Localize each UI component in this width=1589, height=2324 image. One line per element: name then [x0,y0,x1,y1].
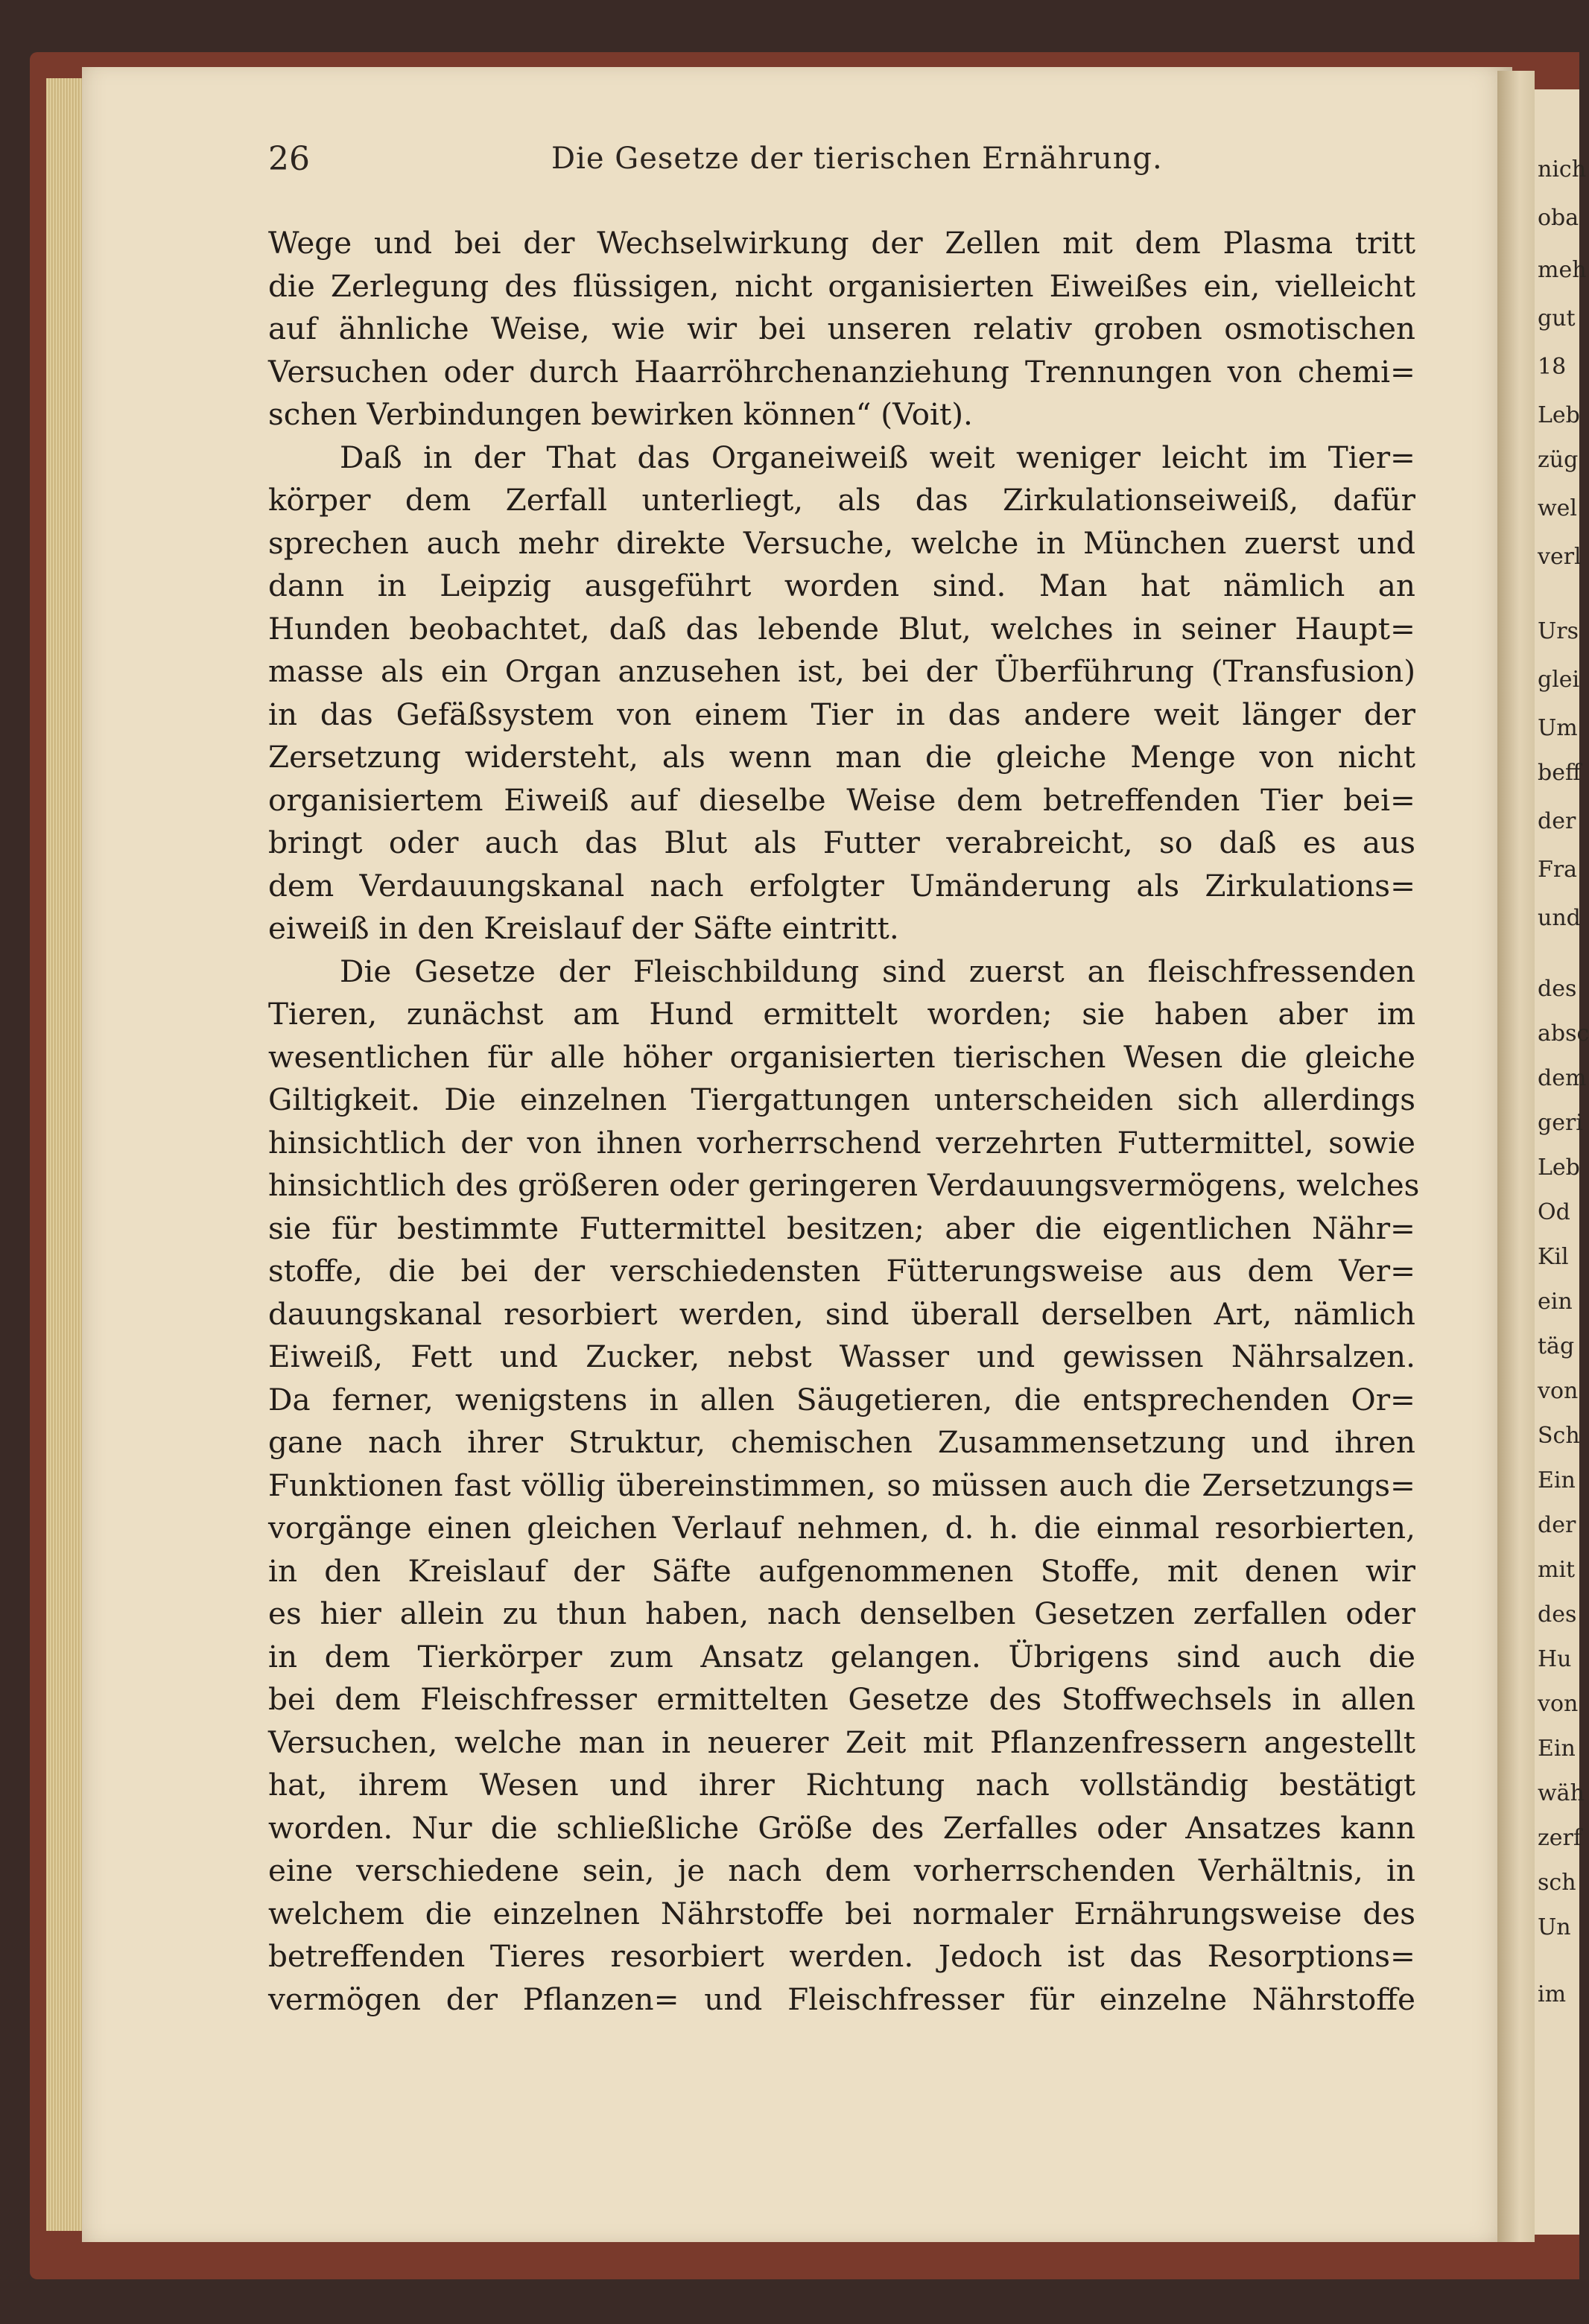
facing-page-word: Un [1538,1914,1571,1940]
page-header [268,140,1430,192]
text-line: in das Gefäßsystem von einem Tier in das andere weit länger der [268,696,1415,732]
text-line: es hier allein zu thun haben, nach denselben Gesetzen zerfallen oder [268,1596,1415,1631]
facing-page-word: von [1538,1691,1579,1717]
text-line: Funktionen fast völlig übereinstimmen, so müssen auch die Zersetzungs= [268,1467,1415,1503]
text-line: Eiweiß, Fett und Zucker, nebst Wasser und gewissen Nährsalzen. [268,1339,1415,1374]
text-line: Hunden beobachtet, daß das lebende Blut, welches in seiner Haupt= [268,610,1415,647]
text-line: hinsichtlich der von ihnen vorherrschend verzehrten Futtermittel, sowie [268,1124,1415,1161]
text-line: dann in Leipzig ausgeführt worden sind. Man hat nämlich an [268,568,1415,603]
text-line: gane nach ihrer Struktur, chemischen Zusammensetzung und ihren [268,1424,1415,1460]
text-line: körper dem Zerfall unterliegt, als das Zirkulationseiweiß, dafür [268,482,1415,518]
text-line: vorgänge einen gleichen Verlauf nehmen, d. h. die einmal resorbierten, [268,1510,1415,1546]
facing-page-word: oba [1538,205,1579,231]
facing-page-word: der [1538,808,1576,834]
text-line: auf ähnliche Weise, wie wir bei unseren relativ groben osmotischen [268,311,1415,346]
facing-page-word: Sch [1538,1423,1580,1449]
facing-page-word: geri [1538,1110,1583,1136]
text-line: masse als ein Organ anzusehen ist, bei der Überführung (Transfusion) [268,653,1415,689]
text-line: in dem Tierkörper zum Ansatz gelangen. Übrigens sind auch die [268,1638,1415,1674]
facing-page-word: Leb [1538,402,1580,428]
text-line: eiweiß in den Kreislauf der Säfte eintritt. [268,910,899,946]
text-line: Die Gesetze der Fleischbildung sind zuerst an fleischfressenden [340,953,1415,989]
facing-page-word: von [1538,1378,1579,1404]
facing-page-word: im [1538,1981,1567,2007]
book-gutter [1497,71,1535,2242]
text-line: sie für bestimmte Futtermittel besitzen; aber die eigentlichen Nähr= [268,1210,1415,1246]
facing-page-word: Ein [1538,1736,1576,1762]
page-number: 26 [268,140,310,178]
facing-page-word: Urs [1538,618,1579,644]
text-line: Daß in der That das Organeiweiß weit weniger leicht im Tier= [340,439,1415,475]
facing-page-word: gut [1538,305,1576,331]
text-line: hat, ihrem Wesen und ihrer Richtung nach vollständig bestätigt [268,1767,1415,1803]
text-line: bringt oder auch das Blut als Futter verabreicht, so daß es aus [268,825,1415,860]
facing-page-word: zerf [1538,1825,1582,1851]
facing-page-word: dem [1538,1065,1587,1091]
facing-page-word: Um [1538,715,1578,741]
text-line: in den Kreislauf der Säfte aufgenommenen Stoffe, mit denen wir [268,1552,1415,1589]
facing-page-word: wäh [1538,1780,1585,1806]
text-line: eine verschiedene sein, je nach dem vorherrschenden Verhältnis, in [268,1852,1415,1888]
text-line: vermögen der Pflanzen= und Fleischfresser für einzelne Nährstoffe [268,1981,1415,2017]
facing-page-word: mit [1538,1557,1576,1583]
text-line: Tieren, zunächst am Hund ermittelt worden; sie haben aber im [268,996,1415,1032]
facing-page-word: wel [1538,495,1578,521]
facing-page-word: beff [1538,760,1582,786]
facing-page-word: sch [1538,1870,1576,1896]
facing-page-word: verl [1538,544,1582,570]
text-line: Zersetzung widersteht, als wenn man die gleiche Menge von nicht [268,739,1415,775]
text-line: welchem die einzelnen Nährstoffe bei normaler Ernährungsweise des [268,1895,1415,1931]
text-line: worden. Nur die schließliche Größe des Zerfalles oder Ansatzes kann [268,1809,1415,1846]
text-line: wesentlichen für alle höher organisierten tierischen Wesen die gleiche [268,1038,1415,1075]
facing-page-word: Leb [1538,1155,1580,1181]
text-line: Da ferner, wenigstens in allen Säugetieren, die entsprechenden Or= [268,1381,1415,1417]
facing-page-word: glei [1538,667,1580,693]
body-text [268,222,1420,2021]
text-line: die Zerlegung des flüssigen, nicht organisierten Eiweißes ein, vielleicht [268,267,1415,304]
facing-page-word: Hu [1538,1646,1572,1672]
text-line: hinsichtlich des größeren oder geringeren Verdauungsvermögens, welches [268,1167,1420,1203]
facing-page-edge [1535,89,1589,2235]
facing-page-word: und [1538,905,1581,931]
text-line: Wege und bei der Wechselwirkung der Zellen mit dem Plasma tritt [268,225,1415,261]
text-line: sprechen auch mehr direkte Versuche, welche in München zuerst und [268,524,1415,561]
text-line: dem Verdauungskanal nach erfolgter Umänderung als Zirkulations= [268,867,1415,904]
text-line: bei dem Fleischfresser ermittelten Gesetze des Stoffwechsels in allen [268,1681,1415,1717]
facing-page-word: ein [1538,1289,1573,1315]
text-line: Versuchen oder durch Haarröhrchenanziehung Trennungen von chemi= [268,353,1415,390]
facing-page-word: des [1538,976,1577,1002]
text-line: Giltigkeit. Die einzelnen Tiergattungen unterscheiden sich allerdings [268,1082,1415,1117]
text-line: schen Verbindungen bewirken können“ (Voit). [268,396,973,432]
facing-page-word: Od [1538,1199,1570,1225]
facing-page-word: täg [1538,1333,1575,1359]
facing-page-word: meh [1538,257,1587,283]
text-line: stoffe, die bei der verschiedensten Fütterungsweise aus dem Ver= [268,1253,1415,1289]
facing-page-word: Fra [1538,857,1578,883]
facing-page-word: Ein [1538,1467,1576,1493]
text-line: dauungskanal resorbiert werden, sind überall derselben Art, nämlich [268,1295,1415,1332]
text-line: Versuchen, welche man in neuerer Zeit mit Pflanzenfressern angestellt [268,1724,1415,1760]
running-title: Die Gesetze der tierischen Ernährung. [551,142,1163,176]
text-line: betreffenden Tieres resorbiert werden. Jedoch ist das Resorptions= [268,1938,1415,1974]
text-line: organisiertem Eiweiß auf dieselbe Weise dem betreffenden Tier bei= [268,781,1415,818]
facing-page-word: nich [1538,156,1587,182]
facing-page-word: des [1538,1601,1577,1628]
facing-page-word: der [1538,1512,1576,1538]
facing-page-word: züg [1538,447,1579,473]
facing-page-word: Kil [1538,1244,1569,1270]
facing-page-word: absc [1538,1020,1589,1047]
facing-page-word: 18 [1538,354,1567,380]
